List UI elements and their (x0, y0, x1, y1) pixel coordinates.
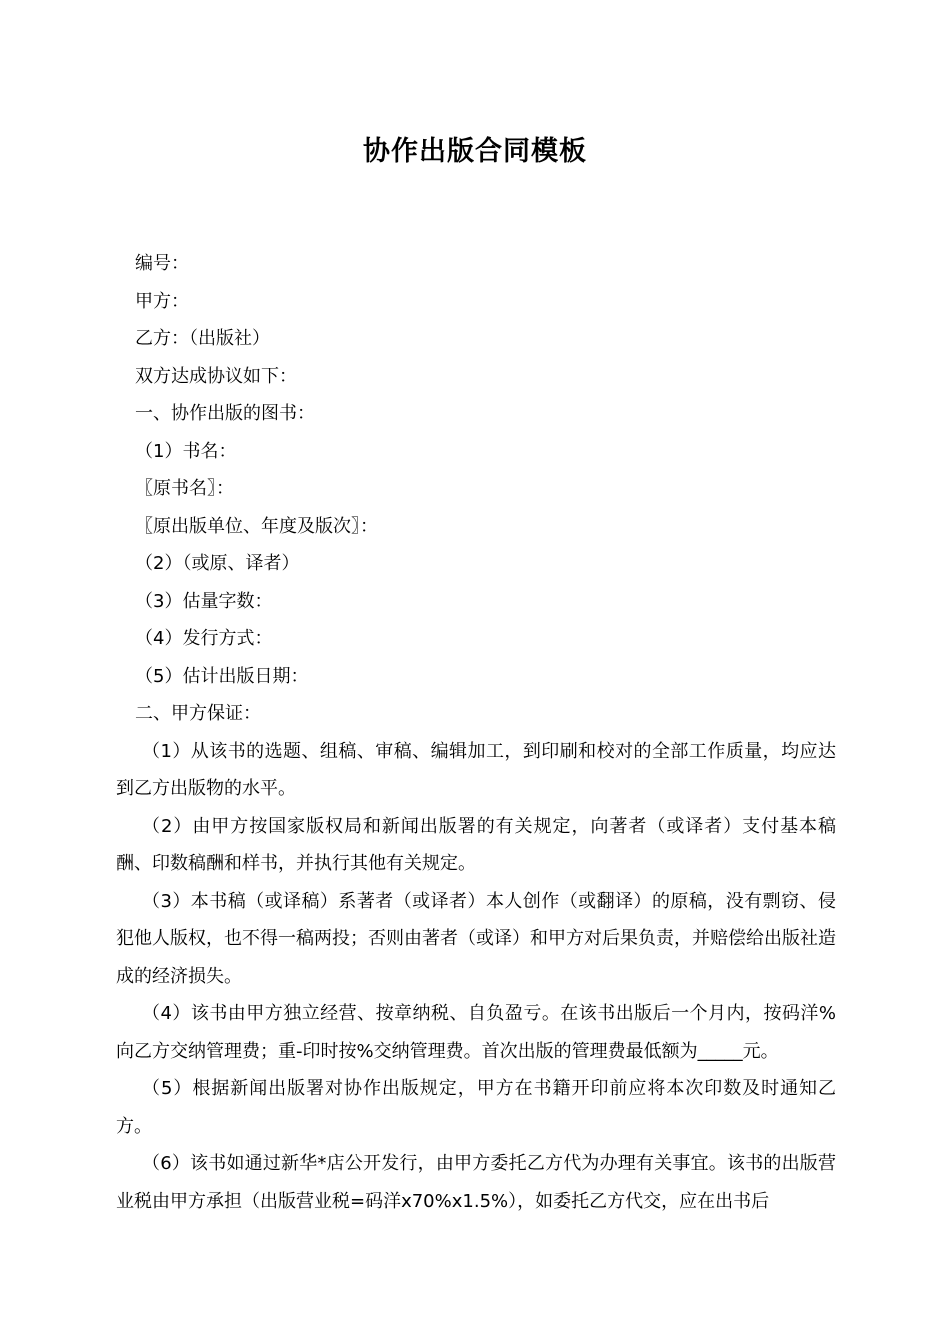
word-count-line: （3）估量字数： (135, 590, 273, 612)
contract-number-line: 编号： (135, 253, 189, 274)
author-translator-line: （2）（或原、译者） (135, 553, 300, 574)
guarantee-paragraph: （2）由甲方按国家版权局和新闻出版署的有关规定，向著者（或译者）支付基本稿酬、印数稿酬和样书，并执行其他有关规定。 (116, 815, 836, 874)
agreement-intro-line: 双方达成协议如下： (135, 365, 297, 387)
guarantee-paragraph: （3）本书稿（或译稿）系著者（或译者）本人创作（或翻译）的原稿，没有剽窃、侵犯他人版权，也不得一稿两投；否则由著者（或译）和甲方对后果负责，并赔偿给出版社造成的经济损失。 (116, 890, 836, 987)
document-body (116, 245, 836, 1220)
original-title-line: 〖原书名〗： (135, 478, 234, 499)
section-heading-books: 一、协作出版的图书： (135, 403, 315, 424)
section-heading-guarantees: 二、甲方保证： (135, 703, 261, 724)
book-title-line: （1）书名： (135, 440, 237, 462)
distribution-method-line: （4）发行方式： (135, 628, 273, 649)
document-title: 协作出版合同模板 (363, 136, 587, 167)
original-publisher-line: 〖原出版单位、年度及版次〗： (135, 515, 378, 537)
guarantee-paragraph: （1）从该书的选题、组稿、审稿、编辑加工，到印刷和校对的全部工作质量，均应达到乙方出版物的水平。 (116, 740, 836, 799)
guarantee-paragraph: （6）该书如通过新华*店公开发行，由甲方委托乙方代为办理有关事宜。该书的出版营业税由甲方承担（出版营业税=码洋x70%x1.5%），如委托乙方代交，应在出书后 (116, 1153, 836, 1212)
publication-date-line: （5）估计出版日期： (135, 665, 309, 687)
party-b-line: 乙方：（出版社） (135, 328, 270, 349)
guarantee-paragraph: （5）根据新闻出版署对协作出版规定，甲方在书籍开印前应将本次印数及时通知乙方。 (116, 1078, 836, 1137)
party-a-line: 甲方： (135, 290, 189, 312)
guarantee-paragraph: （4）该书由甲方独立经营、按章纳税、自负盈亏。在该书出版后一个月内，按码洋%向乙方交纳管理费；重-印时按%交纳管理费。首次出版的管理费最低额为_____元。 (116, 1003, 836, 1062)
